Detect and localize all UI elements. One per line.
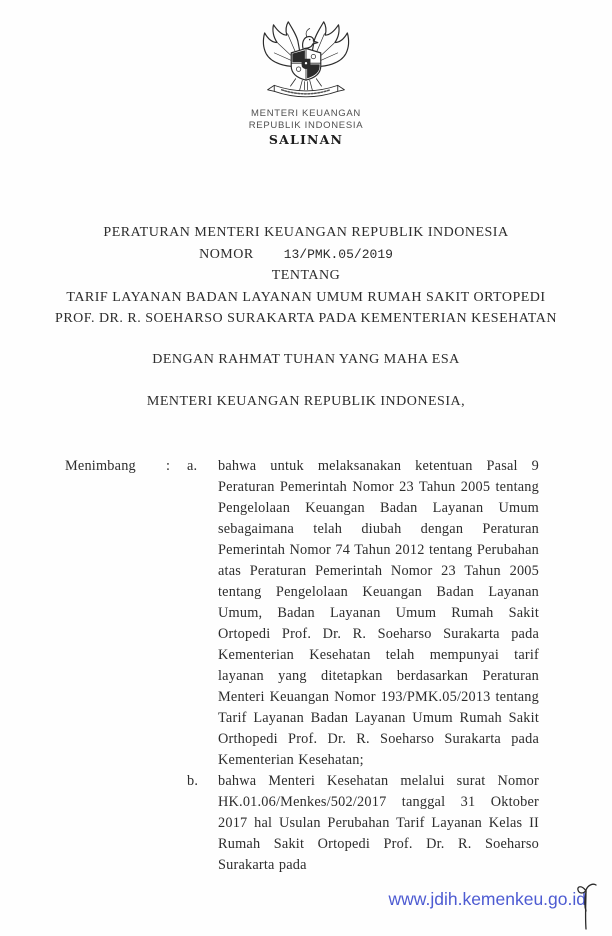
- consideration-item-text: bahwa untuk melaksanakan ketentuan Pasal 9 Peraturan Pemerintah Nomor 23 Tahun 2005 tentang Pengelolaan Keuangan Badan Layanan Umum sebagaimana telah diubah dengan Peraturan Pemerintah Nomor 74 Tahun 2012 tentang Perubahan atas Peraturan Pemerintah Nomor 23 Tahun 2005 tentang Pengelolaan Keuangan Badan Layanan Umum, Badan Layanan Umum Rumah Sakit Ortopedi Prof. Dr. R. Soeharso Surakarta pada Kementerian Kesehatan telah mempunyai tarif layanan yang ditetapkan berdasarkan Peraturan Menteri Keuangan Nomor 193/PMK.05/2013 tentang Tarif Layanan Badan Layanan Umum Rumah Sakit Orthopedi Prof. Dr. R. Soeharso Surakarta pada Kementerian Kesehatan;: [218, 458, 539, 768]
- regulation-number-line: [0, 244, 602, 266]
- regulation-title: PERATURAN MENTERI KEUANGAN REPUBLIK INDONESIA: [103, 225, 509, 240]
- preamble-authority: MENTERI KEUANGAN REPUBLIK INDONESIA,: [146, 394, 466, 409]
- ink-mark: [574, 881, 600, 933]
- regulation-number-label: NOMOR: [199, 246, 254, 262]
- ministry-name-line1: MENTERI KEUANGAN: [251, 108, 361, 119]
- considerations-label: Menimbang: [65, 458, 136, 474]
- subject-line-2: PROF. DR. R. SOEHARSO SURAKARTA PADA KEMENTERIAN KESEHATAN: [55, 311, 557, 326]
- jdih-watermark-url: www.jdih.kemenkeu.go.id: [388, 889, 586, 909]
- consideration-item-marker: a.: [187, 458, 198, 474]
- regulation-title-block: [0, 222, 612, 330]
- considerations-section: [65, 456, 539, 876]
- garuda-pancasila-icon: [258, 16, 354, 106]
- consideration-item-text: bahwa Menteri Kesehatan melalui surat Nomor HK.01.06/Menkes/502/2017 tanggal 31 Oktober 2017 hal Usulan Perubahan Tarif Layanan Kelas II Rumah Sakit Ortopedi Prof. Dr. R. Soeharso Surakarta pada: [218, 773, 539, 873]
- regulation-number-value: 13/PMK.05/2019: [283, 246, 393, 262]
- considerations-colon: :: [166, 458, 171, 474]
- consideration-item-marker: b.: [187, 773, 199, 789]
- letterhead: [0, 108, 612, 147]
- ministry-name-line2: REPUBLIK INDONESIA: [248, 119, 364, 131]
- document-copy-label: SALINAN: [268, 132, 344, 147]
- preamble-motto: DENGAN RAHMAT TUHAN YANG MAHA ESA: [152, 352, 460, 367]
- tentang-label: TENTANG: [271, 268, 341, 283]
- subject-line-1: TARIF LAYANAN BADAN LAYANAN UMUM RUMAH SAKIT ORTOPEDI: [66, 289, 546, 305]
